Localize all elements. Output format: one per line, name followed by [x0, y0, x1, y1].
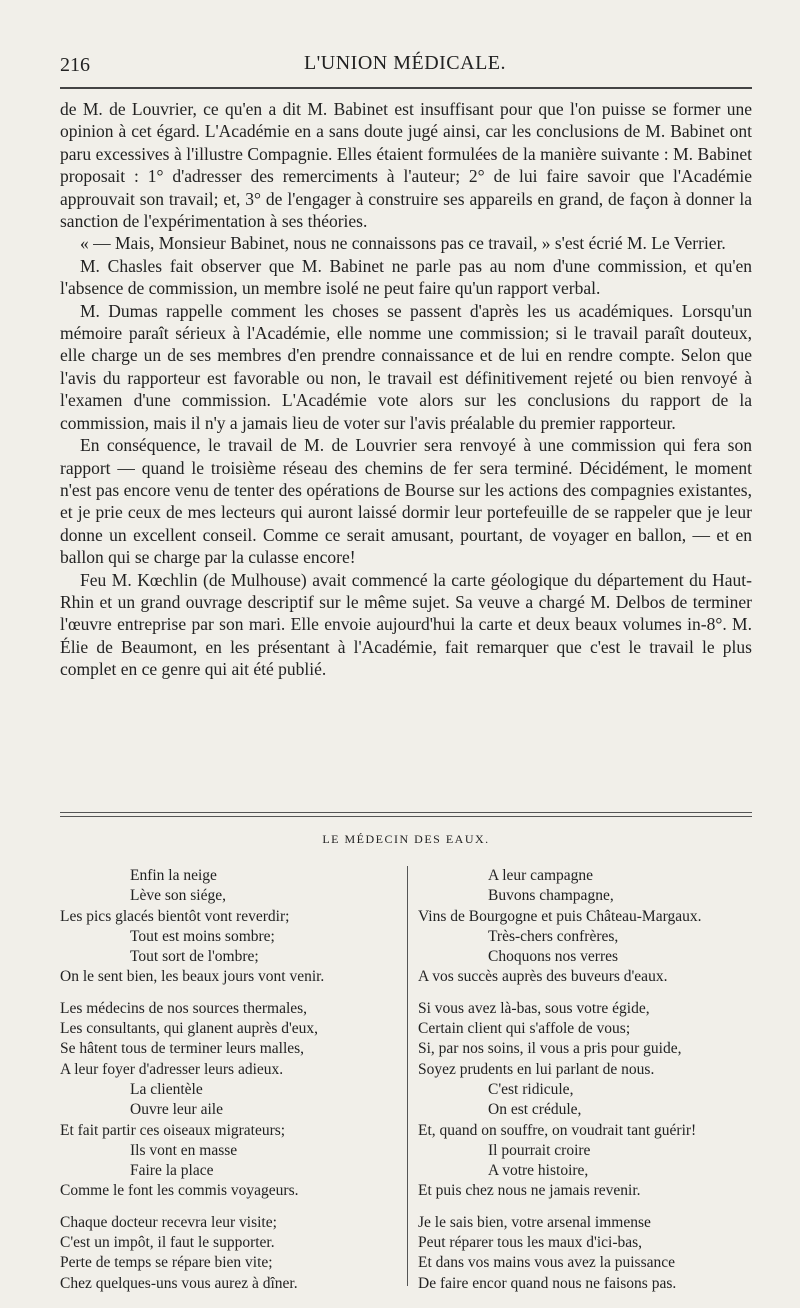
- poem-line: Et dans vos mains vous avez la puissance: [418, 1254, 675, 1272]
- poem-line: La clientèle: [130, 1080, 203, 1098]
- poem-line: De faire encor quand nous ne faisons pas.: [418, 1274, 677, 1292]
- running-title: L'UNION MÉDICALE.: [303, 52, 507, 74]
- poem-line: Certain client qui s'affole de vous;: [418, 1020, 631, 1038]
- poem-line: Et fait partir ces oiseaux migrateurs;: [60, 1121, 286, 1139]
- page-header: [60, 50, 750, 86]
- poem-stanza: [60, 999, 400, 1202]
- poem-line: Lève son siége,: [130, 887, 226, 905]
- poem-line: Faire la place: [130, 1162, 214, 1180]
- poem-line: Il pourrait croire: [488, 1141, 591, 1159]
- poem-line: Perte de temps se répare bien vite;: [60, 1254, 273, 1272]
- poem-title: LE MÉDECIN DES EAUX.: [322, 832, 490, 846]
- poem-line: Vins de Bourgogne et puis Château-Margaux.: [418, 907, 702, 925]
- poem-line: Ils vont en masse: [130, 1141, 238, 1159]
- article-body: [60, 98, 752, 681]
- page-number: 216: [60, 54, 90, 76]
- poem-line: C'est un impôt, il faut le supporter.: [60, 1234, 275, 1252]
- article-paragraph: M. Dumas rappelle comment les choses se passent d'après les us académiques. Lorsqu'un mémoire paraît sérieux à l'Académie, elle nomme une commission; si le travail paraît douteux, elle charge un de ses membres d'en prendre connaissance et de lui en rendre compte. Selon que l'avis du rapporteur est favorable ou non, le travail est définitivement rejeté ou bien renvoyé à l'examen d'une commission. L'Académie vote alors sur les conclusions du rapport de la commission, mais il n'y a jamais lieu de voter sur l'avis préalable du premier rapporteur.: [60, 300, 752, 433]
- section-divider: [60, 812, 752, 817]
- poem-line: Enfin la neige: [130, 867, 217, 884]
- poem-column-right: [418, 866, 758, 1305]
- poem-line: A leur campagne: [488, 867, 594, 884]
- poem-line: Les consultants, qui glanent auprès d'eux,: [60, 1020, 319, 1038]
- article-paragraph: Feu M. Kœchlin (de Mulhouse) avait commencé la carte géologique du département du Haut-Rhin et un grand ouvrage descriptif sur le même sujet. Sa veuve a chargé M. Delbos de terminer l'œuvre entreprise par son mari. Elle envoie aujourd'hui la carte et deux beaux volumes in-8°. M. Élie de Beaumont, en les présentant à l'Académie, fait remarquer que c'est le travail le plus complet en ce genre qui ait été publié.: [60, 569, 752, 680]
- poem-line: Les médecins de nos sources thermales,: [60, 999, 308, 1017]
- poem-line: C'est ridicule,: [488, 1080, 574, 1098]
- poem-line: Tout sort de l'ombre;: [130, 948, 259, 966]
- poem-line: A leur foyer d'adresser leurs adieux.: [60, 1060, 284, 1078]
- poem-stanza: [60, 1213, 400, 1294]
- poem-line: Tout est moins sombre;: [130, 927, 275, 945]
- poem-stanza: [418, 1213, 758, 1294]
- poem-stanza: [418, 866, 758, 988]
- poem-line: Si vous avez là-bas, sous votre égide,: [418, 999, 650, 1017]
- poem-line: Je le sais bien, votre arsenal immense: [418, 1213, 651, 1231]
- poem-line: Chez quelques-uns vous aurez à dîner.: [60, 1274, 298, 1292]
- poem-line: A vos succès auprès des buveurs d'eaux.: [418, 968, 668, 986]
- poem-line: Buvons champagne,: [488, 887, 614, 905]
- poem-stanza: [418, 999, 758, 1202]
- poem-line: Peut réparer tous les maux d'ici-bas,: [418, 1234, 643, 1252]
- article-paragraph: M. Chasles fait observer que M. Babinet ne parle pas au nom d'une commission, et qu'en l'absence de commission, un membre isolé ne peut faire qu'un rapport verbal.: [60, 255, 752, 299]
- header-rule: [60, 87, 752, 89]
- poem-line: A votre histoire,: [488, 1162, 589, 1180]
- poem-line: Choquons nos verres: [488, 948, 619, 966]
- article-paragraph: de M. de Louvrier, ce qu'en a dit M. Babinet est insuffisant pour que l'on puisse se former une opinion à cet égard. L'Académie en a sans doute jugé ainsi, car les conclusions de M. Babinet ont paru excessives à l'illustre Compagnie. Elles étaient formulées de la manière suivante : M. Babinet proposait : 1° d'adresser des remerciments à l'auteur; 2° de lui faire savoir que l'Académie approuvait son travail; et, 3° de l'engager à construire ses appareils en grand, de façon à donner la sanction de l'expérimentation à ses théories.: [60, 99, 752, 232]
- poem-line: Et puis chez nous ne jamais revenir.: [418, 1182, 641, 1200]
- poem-line: Très-chers confrères,: [488, 927, 619, 945]
- poem-line: Et, quand on souffre, on voudrait tant guérir!: [418, 1121, 697, 1139]
- poem-line: Chaque docteur recevra leur visite;: [60, 1213, 277, 1231]
- poem-line: On le sent bien, les beaux jours vont venir.: [60, 968, 325, 986]
- column-separator: [407, 866, 408, 1286]
- poem-line: Ouvre leur aile: [130, 1101, 223, 1119]
- poem-line: Se hâtent tous de terminer leurs malles,: [60, 1040, 305, 1058]
- article-paragraph: « — Mais, Monsieur Babinet, nous ne connaissons pas ce travail, » s'est écrié M. Le Verrier.: [80, 233, 726, 254]
- article-paragraph: En conséquence, le travail de M. de Louvrier sera renvoyé à une commission qui fera son rapport — quand le troisième réseau des chemins de fer sera terminé. Décidément, le moment n'est pas encore venu de tenter des opérations de Bourse sur les actions des compagnies existantes, et je prie ceux de mes lecteurs qui auront laissé dormir leur portefeuille de se rappeler que je leur donne un excellent conseil. Comme ce serait amusant, pourtant, de voyager en ballon, — et en ballon qui se charge par la culasse encore!: [60, 435, 752, 568]
- poem-line: Soyez prudents en lui parlant de nous.: [418, 1060, 655, 1078]
- poem-line: Si, par nos soins, il vous a pris pour guide,: [418, 1040, 682, 1058]
- poem-column-left: [60, 866, 400, 1305]
- poem-line: Les pics glacés bientôt vont reverdir;: [60, 907, 290, 925]
- poem-line: On est crédule,: [488, 1101, 582, 1119]
- poem-stanza: [60, 866, 400, 988]
- poem-line: Comme le font les commis voyageurs.: [60, 1182, 299, 1200]
